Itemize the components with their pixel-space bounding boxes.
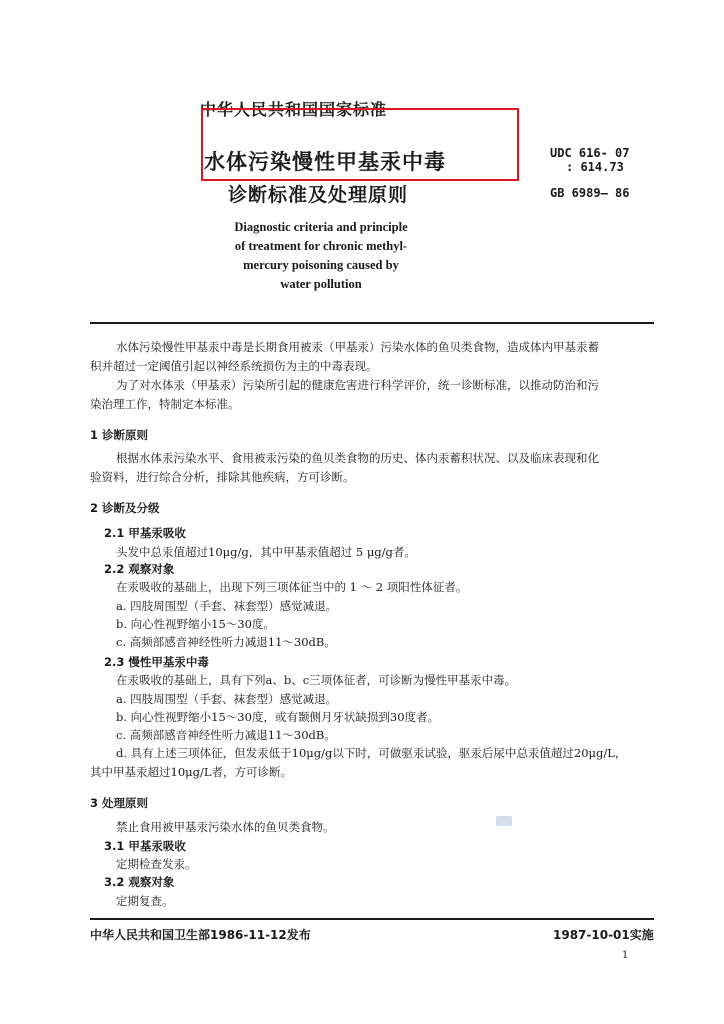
section-2-3-item: b. 向心性视野缩小15～30度，或有颞侧月牙状缺损到30度者。: [116, 710, 440, 724]
section-2-3-item: d. 具有上述三项体征，但发汞低于10μg/g以下时，可做驱汞试验，驱汞后尿中总汞值超过20μg/L，: [116, 746, 627, 760]
section-2-2-item: c. 高频部感音神经性听力减退11～30dB。: [116, 635, 336, 649]
gb-number: GB 6989— 86: [550, 186, 630, 200]
section-3-heading: 3 处理原则: [90, 796, 149, 810]
intro-line: 为了对水体汞（甲基汞）污染所引起的健康危害进行科学评价，统一诊断标准，以推动防治和污: [116, 378, 599, 392]
section-2-3-tail: 其中甲基汞超过10μg/L者，方可诊断。: [90, 765, 292, 779]
effective-date: 1987-10-01实施: [553, 928, 654, 942]
document-title-line2: 诊断标准及处理原则: [228, 184, 409, 206]
section-2-3-item: c. 高频部感音神经性听力减退11～30dB。: [116, 728, 336, 742]
section-3-2-text: 定期复查。: [116, 894, 174, 908]
top-divider: [90, 322, 654, 324]
section-2-2-text: 在汞吸收的基础上，出现下列三项体征当中的 1 ～ 2 项阳性体征者。: [116, 580, 468, 594]
selection-highlight-box: [201, 108, 519, 181]
section-2-3-heading: 2.3 慢性甲基汞中毒: [104, 655, 209, 669]
intro-line: 水体污染慢性甲基汞中毒是长期食用被汞（甲基汞）污染水体的鱼贝类食物，造成体内甲基汞蓄: [116, 340, 599, 354]
section-3-1-heading: 3.1 甲基汞吸收: [104, 839, 186, 853]
section-3-text: 禁止食用被甲基汞污染水体的鱼贝类食物。: [116, 820, 335, 834]
document-title-line1: 水体污染慢性甲基汞中毒: [204, 150, 446, 174]
section-2-2-item: b. 向心性视野缩小15～30度。: [116, 617, 275, 631]
english-title: [196, 218, 446, 294]
section-2-heading: 2 诊断及分级: [90, 501, 160, 515]
section-1-line: 验资料，进行综合分析，排除其他疾病，方可诊断。: [90, 470, 355, 484]
section-2-3-text: 在汞吸收的基础上，具有下列a、b、c三项体征者，可诊断为慢性甲基汞中毒。: [116, 673, 517, 687]
english-title-line: of treatment for chronic methyl-: [234, 239, 408, 253]
intro-line: 染治理工作，特制定本标准。: [90, 397, 240, 411]
section-2-3-item: a. 四肢周围型（手套、袜套型）感觉减退。: [116, 692, 338, 706]
section-2-1-text: 头发中总汞值超过10μg/g，其中甲基汞值超过 5 μg/g者。: [116, 545, 416, 559]
udc-code-line2: : 614.73: [566, 160, 624, 174]
standard-org-title: 中华人民共和国国家标准: [200, 100, 388, 119]
page-number: 1: [622, 950, 629, 961]
scan-stamp-mark: [496, 816, 512, 826]
section-3-1-text: 定期检查发汞。: [116, 857, 197, 871]
intro-line: 积并超过一定阈值引起以神经系统损伤为主的中毒表现。: [90, 359, 378, 373]
section-1-line: 根据水体汞污染水平、食用被汞污染的鱼贝类食物的历史、体内汞蓄积状况、以及临床表现和化: [116, 451, 599, 465]
bottom-divider: [90, 918, 654, 920]
english-title-line: mercury poisoning caused by: [243, 258, 399, 272]
section-2-1-heading: 2.1 甲基汞吸收: [104, 526, 186, 540]
english-title-line: Diagnostic criteria and principle: [234, 220, 408, 234]
english-title-line: water pollution: [280, 277, 362, 291]
issue-date: 中华人民共和国卫生部1986-11-12发布: [90, 928, 311, 942]
section-3-2-heading: 3.2 观察对象: [104, 875, 175, 889]
udc-code-line1: UDC 616- 07: [550, 146, 630, 160]
section-2-2-item: a. 四肢周围型（手套、袜套型）感觉减退。: [116, 599, 338, 613]
section-2-2-heading: 2.2 观察对象: [104, 562, 175, 576]
section-1-heading: 1 诊断原则: [90, 428, 149, 442]
